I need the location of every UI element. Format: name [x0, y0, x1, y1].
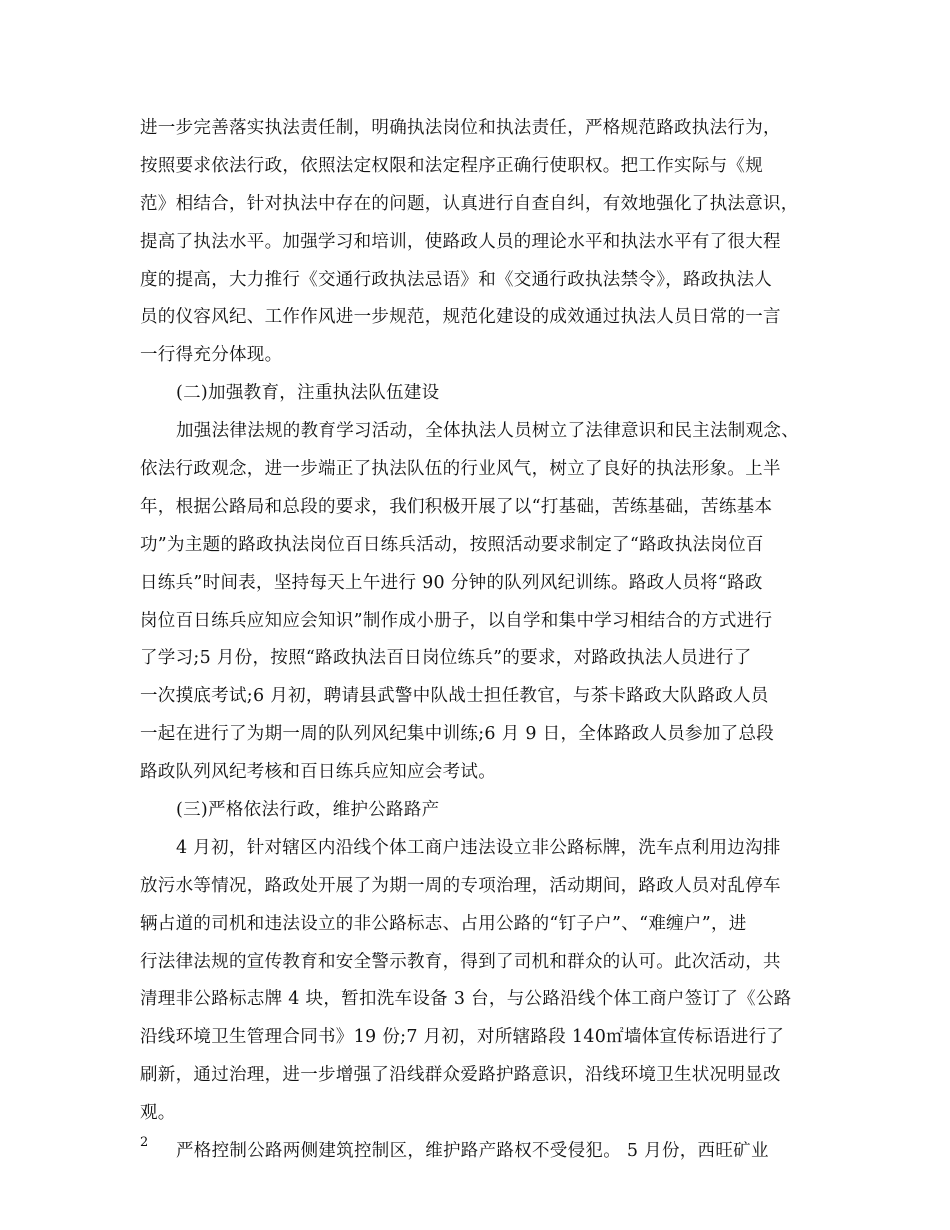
text-line: 功”为主题的路政执法岗位百日练兵活动，按照活动要求制定了“路政执法岗位百 — [140, 534, 764, 555]
text-line: 日练兵”时间表，坚持每天上午进行 90 分钟的队列风纪训练。路政人员将“路政 — [140, 572, 763, 593]
section-heading: (二)加强教育，注重执法队伍建设 — [176, 383, 440, 404]
text-line: 放污水等情况，路政处开展了为期一周的专项治理，活动期间，路政人员对乱停车 — [140, 875, 781, 896]
text-line: 观。 — [140, 1103, 176, 1124]
text-line: 度的提高，大力推行《交通行政执法忌语》和《交通行政执法禁令》，路政执法人 — [140, 269, 773, 290]
text-line: 一行得充分体现。 — [140, 345, 283, 366]
text-line: 进一步完善落实执法责任制，明确执法岗位和执法责任，严格规范路政执法行为， — [140, 118, 781, 138]
text-line: 清理非公路标志牌 4 块，暂扣洗车设备 3 台，与公路沿线个体工商户签订了《公路 — [140, 989, 792, 1010]
text-line: 一次摸底考试;6 月初，聘请县武警中队战士担任教官，与茶卡路政大队路政人员 — [140, 686, 769, 707]
text-line: 范》相结合，针对执法中存在的问题，认真进行自查自纠，有效地强化了执法意识， — [140, 193, 799, 214]
text-line: 辆占道的司机和违法设立的非公路标志、占用公路的“钉子户”、“难缠户”，进 — [140, 913, 747, 934]
text-line: 员的仪容风纪、工作作风进一步规范，规范化建设的成效通过执法人员日常的一言 — [140, 307, 781, 328]
text-line: 沿线环境卫生管理合同书》19 份;7 月初，对所辖路段 140㎡墙体宣传标语进行了 — [140, 1027, 785, 1048]
text-line: 加强法律法规的教育学习活动，全体执法人员树立了法律意识和民主法制观念、 — [176, 421, 799, 442]
text-line: 依法行政观念，进一步端正了执法队伍的行业风气，树立了良好的执法形象。上半 — [140, 459, 781, 480]
text-line: 路政队列风纪考核和百日练兵应知应会考试。 — [140, 762, 496, 783]
text-line: 行法律法规的宣传教育和安全警示教育，得到了司机和群众的认可。此次活动，共 — [140, 951, 781, 972]
body-text — [140, 110, 820, 1171]
text-line: 了学习;5 月份，按照“路政执法百日岗位练兵”的要求，对路政执法人员进行了 — [140, 648, 752, 669]
text-line: 年，根据公路局和总段的要求，我们积极开展了以“打基础，苦练基础，苦练基本 — [140, 496, 773, 517]
text-line: 岗位百日练兵应知应会知识”制作成小册子，以自学和集中学习相结合的方式进行 — [140, 610, 773, 631]
text-line: 4 月初，针对辖区内沿线个体工商户违法设立非公路标牌，洗车点利用边沟排 — [176, 837, 781, 858]
text-line: 刷新，通过治理，进一步增强了沿线群众爱路护路意识，沿线环境卫生状况明显改 — [140, 1065, 781, 1086]
text-line: 提高了执法水平。加强学习和培训，使路政人员的理论水平和执法水平有了很大程 — [140, 231, 781, 252]
section-heading: (三)严格依法行政，维护公路路产 — [176, 800, 440, 821]
text-line: 按照要求依法行政，依照法定权限和法定程序正确行使职权。把工作实际与《规 — [140, 155, 763, 176]
text-line: 严格控制公路两侧建筑控制区，维护路产路权不受侵犯。 5 月份，西旺矿业 — [176, 1141, 769, 1162]
page-number: 2 — [140, 1135, 149, 1150]
text-line: 一起在进行了为期一周的队列风纪集中训练;6 月 9 日，全体路政人员参加了总段 — [140, 724, 775, 745]
